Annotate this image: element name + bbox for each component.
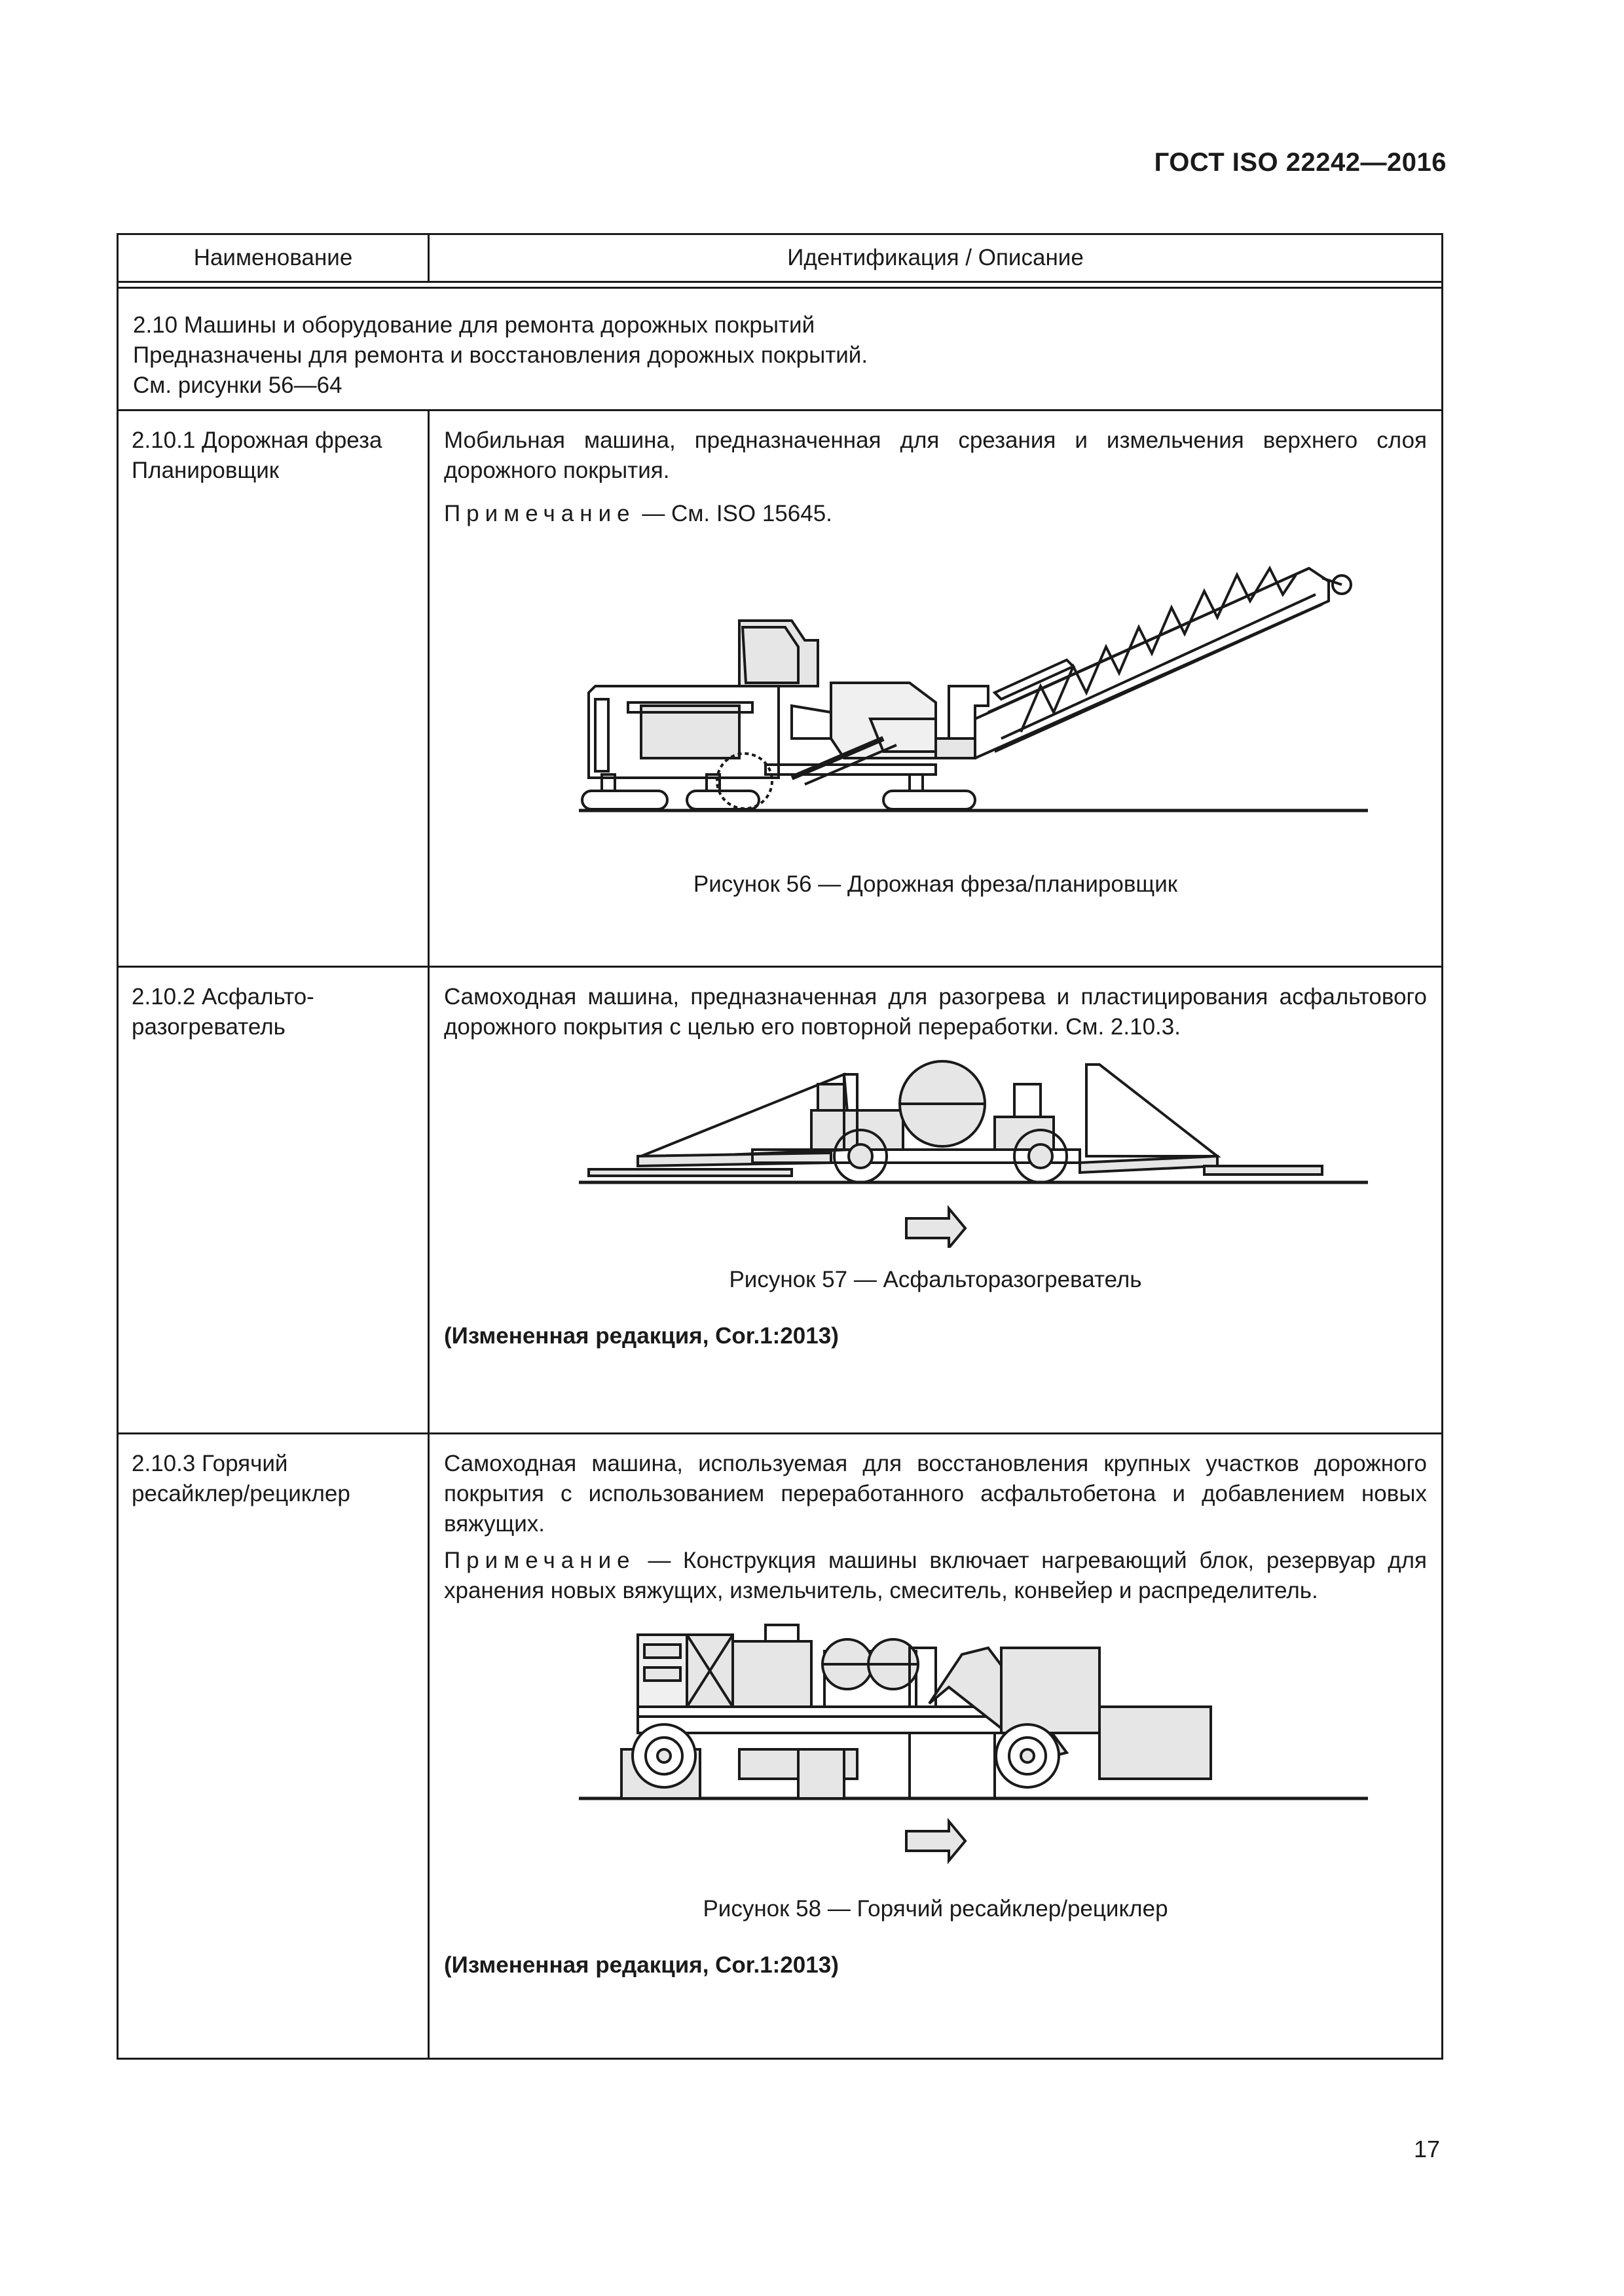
amendment-note: (Измененная редакция, Cor.1:2013) bbox=[444, 1323, 839, 1349]
term-description: Мобильная машина, предназначенная для срезания и измельчения верхнего слоя дорожного покрытия. bbox=[444, 428, 1427, 483]
term-name-continued: разогреватель bbox=[132, 1014, 286, 1040]
term-note: Примечание — См. ISO 15645. bbox=[444, 501, 832, 526]
term-name-cell bbox=[119, 1434, 430, 2058]
figure-56-caption: Рисунок 56 — Дорожная фреза/планировщик bbox=[693, 871, 1178, 897]
term-note: Примечание — Конструкция машины включает нагревающий блок, резервуар для хранения новых вяжущих, измельчитель, смеситель, конвейер и распределитель. bbox=[444, 1548, 1427, 1603]
terms-table bbox=[117, 233, 1443, 2060]
figure-58-hot-recycler bbox=[477, 1622, 1394, 1870]
term-name: 2.10.1 Дорожная фреза bbox=[132, 428, 382, 453]
term-description: Самоходная машина, используемая для восстановления крупных участков дорожного покрытия с использованием переработанного асфальтобетона и добавлением новых вяжущих. bbox=[444, 1451, 1427, 1537]
table-row bbox=[119, 1434, 1441, 2058]
column-header-description: Идентификация / Описание bbox=[787, 245, 1084, 270]
figure-58-caption: Рисунок 58 — Горячий ресайклер/рециклер bbox=[703, 1896, 1168, 1922]
document-standard-header: ГОСТ ISO 22242—2016 bbox=[1154, 148, 1447, 177]
section-title: 2.10 Машины и оборудование для ремонта дорожных покрытий bbox=[133, 312, 815, 338]
section-figures-ref: См. рисунки 56—64 bbox=[133, 373, 342, 398]
column-header-name: Наименование bbox=[119, 235, 430, 281]
section-purpose: Предназначены для ремонта и восстановления дорожных покрытий. bbox=[133, 342, 868, 368]
term-description-cell bbox=[430, 968, 1441, 1432]
term-name-cell bbox=[119, 411, 430, 966]
term-description-cell bbox=[430, 411, 1441, 966]
table-row bbox=[119, 968, 1441, 1434]
term-description: Самоходная машина, предназначенная для разогрева и пластицирования асфальтового дорожного покрытия с целью его повторной переработки. См. 2.10.3. bbox=[444, 984, 1427, 1040]
table-header bbox=[119, 235, 1441, 283]
term-name: 2.10.3 Горячий bbox=[132, 1451, 288, 1476]
amendment-note: (Измененная редакция, Cor.1:2013) bbox=[444, 1952, 839, 1978]
term-description-cell bbox=[430, 1434, 1441, 2058]
term-name: 2.10.2 Асфальто- bbox=[132, 984, 314, 1010]
figure-57-asphalt-heater bbox=[477, 1051, 1394, 1248]
section-heading bbox=[119, 291, 1441, 411]
term-name-continued: ресайклер/рециклер bbox=[132, 1481, 350, 1506]
term-name-cell bbox=[119, 968, 430, 1432]
page-number: 17 bbox=[1413, 2136, 1440, 2162]
table-row bbox=[119, 411, 1441, 968]
figure-57-caption: Рисунок 57 — Асфальторазогреватель bbox=[729, 1267, 1142, 1292]
figure-56-road-milling-machine bbox=[477, 542, 1394, 856]
term-name-synonym: Планировщик bbox=[132, 458, 280, 483]
